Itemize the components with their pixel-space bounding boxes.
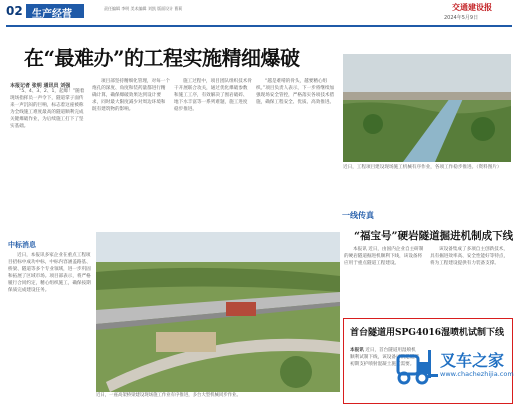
bridge-photo — [96, 232, 340, 392]
sub-article-column-1: 本报讯 近日，由国内企业自主研制的硬岩隧道掘进机顺利下线，该设备将应用于重点隧道工程建设。 — [344, 247, 424, 266]
editor-info: 责任编辑 李明 美术编辑 刘凯 版面设计 曹莉 — [104, 6, 183, 11]
bridge-photo-caption: 近日，一座高架桥梁建设现场施工作业有序推进，多台大型机械同步作业。 — [96, 393, 241, 398]
article-column-2: 项目部坚持精细化管理，对每一个炮孔的深度、角度和装药量都进行精确计算，确保爆破效果达到设计要求，同时最大限度减少对周边环境和既有建筑物的影响。 — [92, 79, 170, 112]
highlight-text: 本报讯 近日，首台隧道用湿喷机顺利试制下线，该设备可满足隧道初期支护喷射混凝土施工需要。 — [350, 348, 419, 367]
section-tab: 生产经营 — [26, 4, 84, 18]
article-column-1: “5、4、3、2、1，起爆！”随着现场指挥员一声令下，隧道掌子面传来一声沉闷的巨响，标志着这座被称为全线施工难度最高的隧道顺利完成关键爆破作业，为后续施工打下了坚实基础。 — [10, 89, 85, 129]
sub-article-headline: “福宝号”硬岩隧道掘进机制成下线 — [354, 230, 514, 242]
header-rule — [6, 25, 512, 27]
article-column-4: “越是难啃的骨头，越要精心组织。”项目负责人表示，下一步将继续加强现场安全管控，严格落实各项技术措施，确保工程安全、优质、高效推进。 — [256, 79, 335, 105]
photo-top-caption: 近日，工程项目建设现场施工机械有序作业，各项工作稳步推进。（资料图片） — [343, 165, 502, 170]
sub-article-column-2: 该设备集成了多项自主创新技术，具有掘进效率高、安全性能好等特点，将为工程建设提供有力装备支撑。 — [430, 247, 509, 266]
watermark-name: 叉车之家 — [440, 351, 505, 370]
page-number: 02 — [6, 4, 23, 18]
article-byline: 本报记者 张明 通讯员 刘强 — [10, 83, 71, 89]
paper-logo: 交通建设报 — [452, 2, 492, 12]
side-section-banner: 中标消息 — [8, 241, 36, 249]
side-article: 近日，本报讯多家企业在重点工程项目招标中成功中标，中标内容涵盖路基、桥梁、隧道等多个专业领域，进一步巩固和拓展了区域市场。项目部表示，将严格履行合同约定，精心组织施工，确保按期保质完成建设任务。 — [8, 253, 91, 293]
section-banner: 一线传真 — [342, 211, 374, 220]
article-column-3: 施工过程中，项目团队组织技术骨干开展联合攻关，通过优化爆破参数和施工工序，有效解决了围岩破碎、地下水丰富等一系列难题，施工进度稳步推进。 — [174, 79, 252, 112]
watermark-url: www.chachezhijia.com — [440, 370, 514, 378]
page-header — [0, 0, 516, 28]
article-headline: 在“最难办”的工程实施精细爆破 — [24, 46, 300, 70]
highlight-headline: 首台隧道用SPG4016湿喷机试制下线 — [350, 328, 505, 338]
issue-date: 2024年5月9日 — [444, 15, 479, 21]
forklift-icon — [394, 346, 438, 386]
project-photo-top — [343, 54, 511, 162]
